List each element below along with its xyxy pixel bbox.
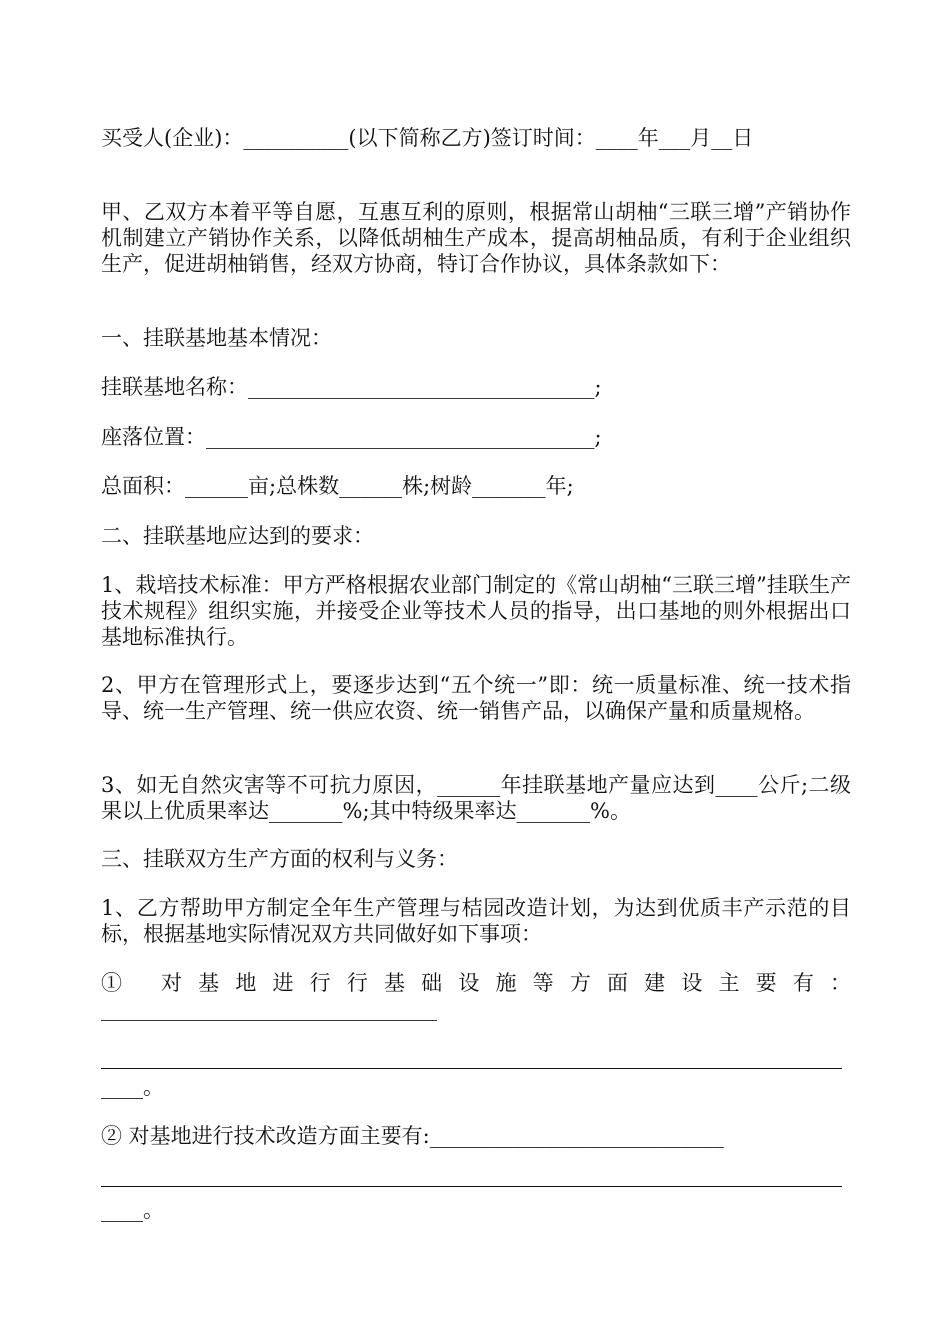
item-2: ② 对基地进行技术改造方面主要有:____________________________ <box>101 1124 724 1148</box>
section-3-heading: 三、挂联双方生产方面的权利与义务： <box>101 847 458 871</box>
location-field: 座落位置：_____________________________________; <box>101 425 602 449</box>
intro-paragraph: 甲、乙双方本着平等自愿，互惠互利的原则，根据常山胡柚“三联三增”产销协作机制建立产销协作关系，以降低胡柚生产成本，提高胡柚品质，有利于企业组织生产，促进胡柚销售，经双方协商，特订合作协议，具体条款如下： <box>101 200 851 276</box>
section-1-heading: 一、挂联基地基本情况： <box>101 326 332 350</box>
buyer-line: 买受人(企业)：__________(以下简称乙方)签订时间：____年___月__日 <box>101 126 754 150</box>
requirement-2: 2、甲方在管理形式上，要逐步达到“五个统一”即：统一质量标准、统一技术指导、统一生产管理、统一供应农资、统一销售产品，以确保产量和质量规格。 <box>101 673 851 723</box>
area-field: 总面积：______亩;总株数______株;树龄_______年; <box>101 474 574 498</box>
requirement-3: 3、如无自然灾害等不可抗力原因，______年挂联基地产量应达到____公斤;二级果以上优质果率达_______%;其中特级果率达_______%。 <box>101 773 851 823</box>
item-1: ① 对基地进行行基础设施等方面建设主要有：________________________________ <box>101 971 851 1021</box>
item-2-blank-line <box>101 1186 842 1187</box>
item-2-end: ____。 <box>101 1198 164 1222</box>
requirement-1: 1、栽培技术标准：甲方严格根据农业部门制定的《常山胡柚“三联三增”挂联生产技术规程》组织实施，并接受企业等技术人员的指导，出口基地的则外根据出口基地标准执行。 <box>101 573 851 649</box>
duty-1: 1、乙方帮助甲方制定全年生产管理与桔园改造计划，为达到优质丰产示范的目标，根据基地实际情况双方共同做好如下事项： <box>101 896 851 946</box>
section-2-heading: 二、挂联基地应达到的要求： <box>101 524 374 548</box>
item-1-blank-line <box>101 1068 842 1069</box>
base-name-field: 挂联基地名称：_________________________________; <box>101 375 602 399</box>
item-1-end: ____。 <box>101 1075 164 1099</box>
